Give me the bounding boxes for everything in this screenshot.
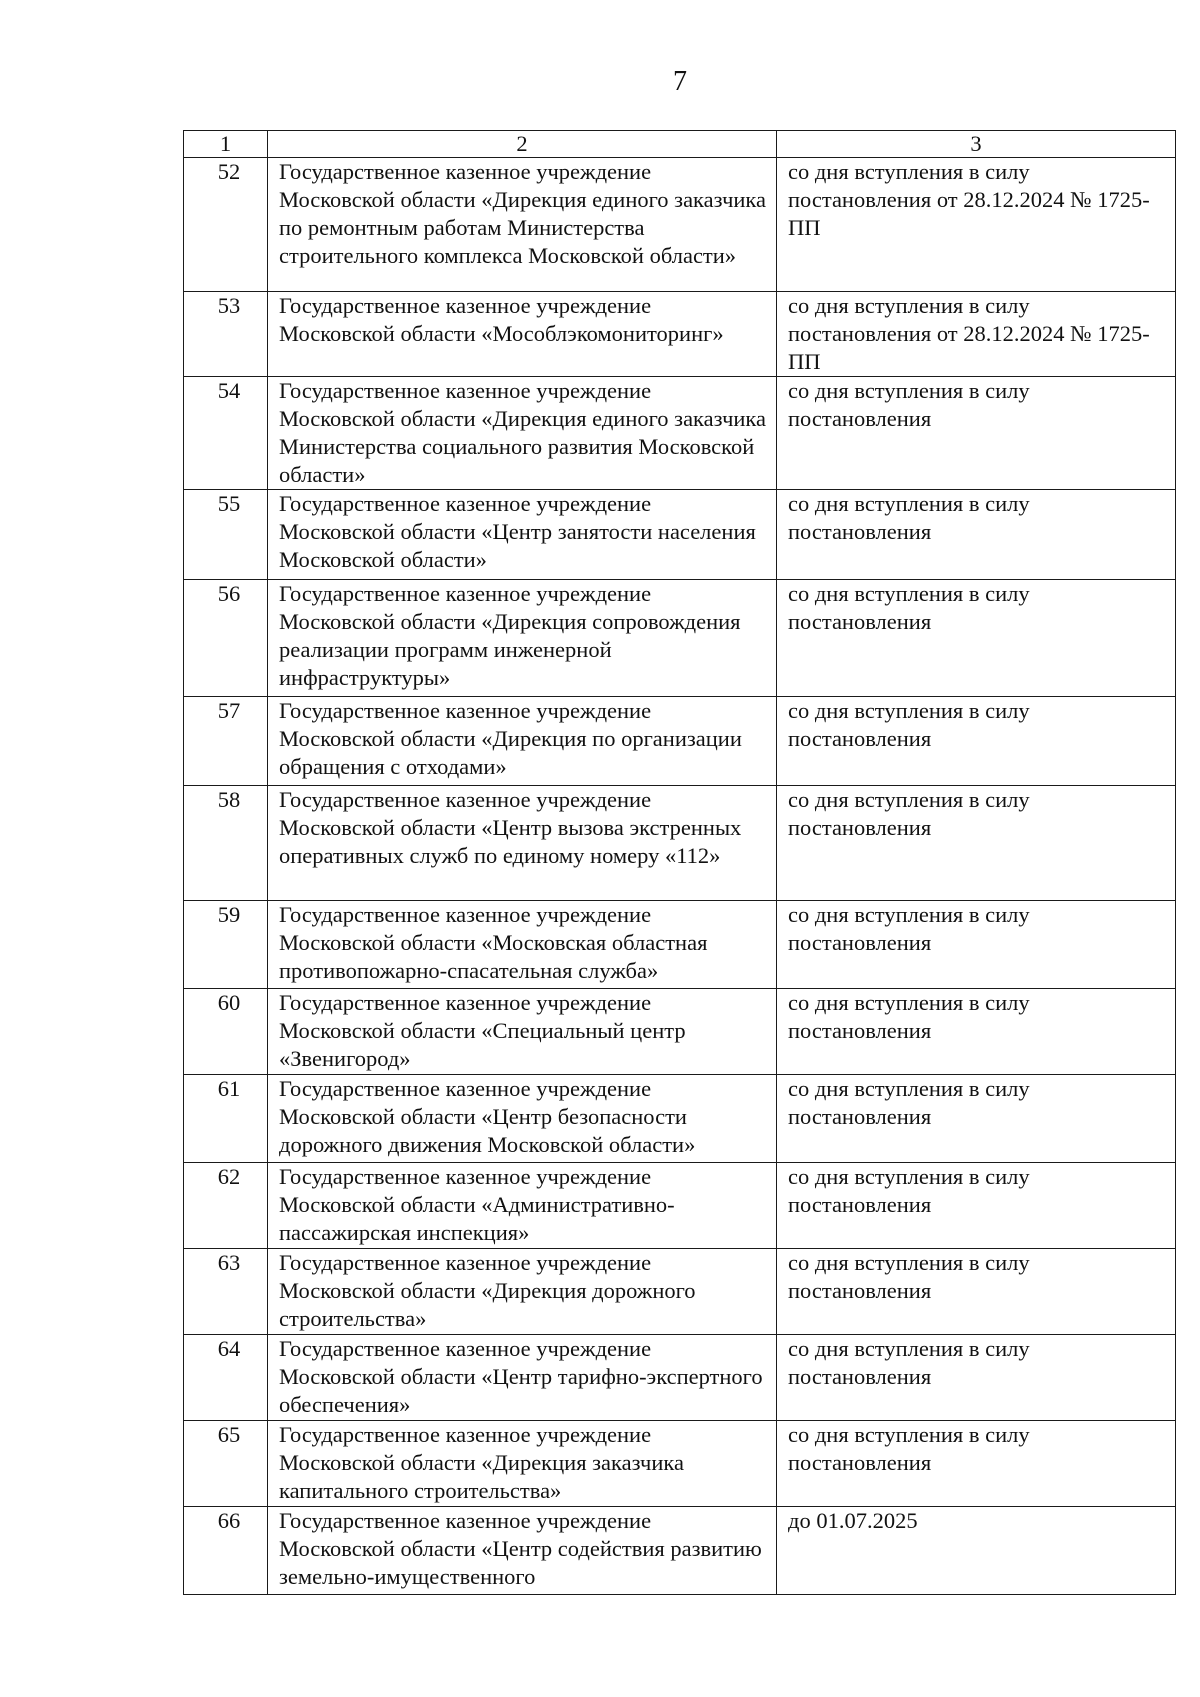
institution-name: Государственное казенное учреждение Московской области «Дирекция сопровождения реализации программ инженерной инфраструктуры» [268, 580, 777, 697]
effective-term: со дня вступления в силу постановления [777, 1249, 1176, 1335]
row-number: 58 [184, 786, 268, 901]
table-row [184, 1249, 1176, 1335]
table-row [184, 901, 1176, 989]
row-number: 64 [184, 1335, 268, 1421]
row-number: 63 [184, 1249, 268, 1335]
table-row [184, 377, 1176, 490]
page-number: 7 [673, 66, 687, 97]
effective-term: со дня вступления в силу постановления [777, 989, 1176, 1075]
table-row [184, 490, 1176, 580]
institution-name: Государственное казенное учреждение Московской области «Центр тарифно-экспертного обеспечения» [268, 1335, 777, 1421]
row-number: 57 [184, 697, 268, 786]
row-number: 54 [184, 377, 268, 490]
row-number: 60 [184, 989, 268, 1075]
row-number: 61 [184, 1075, 268, 1163]
table-row [184, 1335, 1176, 1421]
row-number: 59 [184, 901, 268, 989]
effective-term: со дня вступления в силу постановления [777, 1075, 1176, 1163]
row-number: 62 [184, 1163, 268, 1249]
table-row [184, 1163, 1176, 1249]
table-row [184, 1421, 1176, 1507]
column-header-3: 3 [777, 131, 1176, 158]
table-row [184, 158, 1176, 292]
table-row [184, 580, 1176, 697]
row-number: 52 [184, 158, 268, 292]
effective-term: со дня вступления в силу постановления от 28.12.2024 № 1725-ПП [777, 158, 1176, 292]
table-row [184, 786, 1176, 901]
row-number: 56 [184, 580, 268, 697]
institution-name: Государственное казенное учреждение Московской области «Центр содействия развитию земельно-имущественного [268, 1507, 777, 1595]
institution-name: Государственное казенное учреждение Московской области «Дирекция единого заказчика по ремонтным работам Министерства строительного комплекса Московской области» [268, 158, 777, 292]
effective-term: со дня вступления в силу постановления [777, 786, 1176, 901]
institution-name: Государственное казенное учреждение Московской области «Центр занятости населения Московской области» [268, 490, 777, 580]
effective-term: со дня вступления в силу постановления от 28.12.2024 № 1725-ПП [777, 292, 1176, 377]
table-row [184, 292, 1176, 377]
effective-term: со дня вступления в силу постановления [777, 901, 1176, 989]
institution-name: Государственное казенное учреждение Московской области «Московская областная противопожарно-спасательная служба» [268, 901, 777, 989]
institution-name: Государственное казенное учреждение Московской области «Дирекция по организации обращения с отходами» [268, 697, 777, 786]
effective-term: со дня вступления в силу постановления [777, 580, 1176, 697]
institution-name: Государственное казенное учреждение Московской области «Дирекция единого заказчика Министерства социального развития Московской области» [268, 377, 777, 490]
effective-term: до 01.07.2025 [777, 1507, 1176, 1595]
effective-term: со дня вступления в силу постановления [777, 697, 1176, 786]
row-number: 55 [184, 490, 268, 580]
table-row [184, 1507, 1176, 1595]
effective-term: со дня вступления в силу постановления [777, 1421, 1176, 1507]
institution-name: Государственное казенное учреждение Московской области «Центр безопасности дорожного движения Московской области» [268, 1075, 777, 1163]
table-row [184, 989, 1176, 1075]
table-row [184, 1075, 1176, 1163]
institution-name: Государственное казенное учреждение Московской области «Мособлэкомониторинг» [268, 292, 777, 377]
institutions-table [183, 130, 1176, 1595]
effective-term: со дня вступления в силу постановления [777, 490, 1176, 580]
institution-name: Государственное казенное учреждение Московской области «Специальный центр «Звенигород» [268, 989, 777, 1075]
row-number: 65 [184, 1421, 268, 1507]
effective-term: со дня вступления в силу постановления [777, 1163, 1176, 1249]
institution-name: Государственное казенное учреждение Московской области «Административно-пассажирская инспекция» [268, 1163, 777, 1249]
effective-term: со дня вступления в силу постановления [777, 1335, 1176, 1421]
institution-name: Государственное казенное учреждение Московской области «Центр вызова экстренных оперативных служб по единому номеру «112» [268, 786, 777, 901]
row-number: 66 [184, 1507, 268, 1595]
effective-term: со дня вступления в силу постановления [777, 377, 1176, 490]
column-header-1: 1 [184, 131, 268, 158]
institution-name: Государственное казенное учреждение Московской области «Дирекция дорожного строительства» [268, 1249, 777, 1335]
institution-name: Государственное казенное учреждение Московской области «Дирекция заказчика капитального строительства» [268, 1421, 777, 1507]
column-header-2: 2 [268, 131, 777, 158]
table-row [184, 697, 1176, 786]
table-header-row [184, 131, 1176, 158]
row-number: 53 [184, 292, 268, 377]
